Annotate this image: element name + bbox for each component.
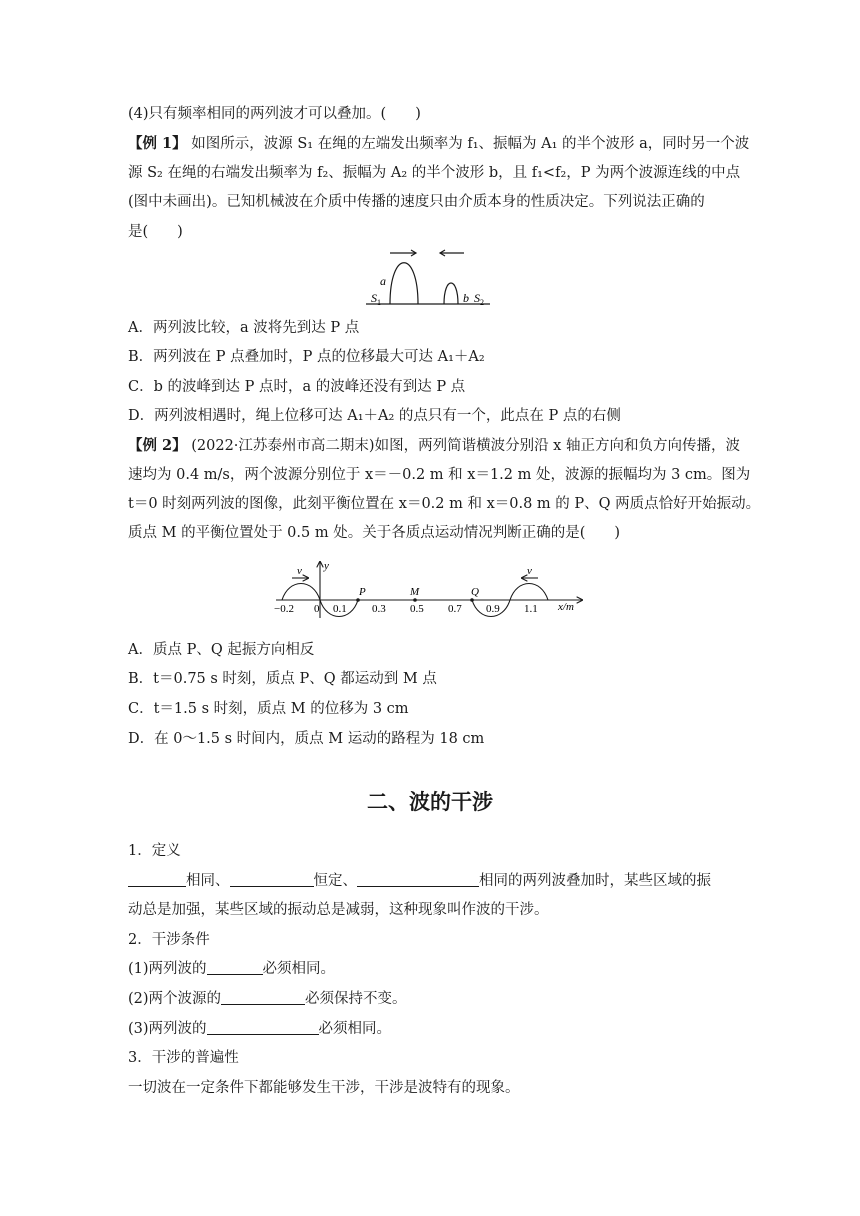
definition-heading: 1．定义 [128, 843, 181, 859]
tick-label: 0.3 [372, 603, 386, 615]
tick-label: 0.9 [486, 603, 500, 615]
question-4: (4)只有频率相同的两列波才可以叠加。( ) [128, 106, 421, 122]
tick-label: 0.7 [448, 603, 462, 615]
example1-line4: 是( ) [128, 224, 183, 240]
example2-option-c: C．t＝1.5 s 时刻，质点 M 的位移为 3 cm [128, 701, 409, 717]
example2-line3: t＝0 时刻两列波的图像，此刻平衡位置在 x＝0.2 m 和 x＝0.8 m 的 P、Q 两质点恰好开始振动。 [128, 496, 761, 512]
example1-text1: 如图所示，波源 S₁ 在绳的左端发出频率为 f₁、振幅为 A₁ 的半个波形 a，同时另一个波 [191, 136, 750, 152]
condition-1 [128, 959, 335, 979]
x-axis-label: x/m [558, 601, 574, 613]
universality-text: 一切波在一定条件下都能够发生干涉，干涉是波特有的现象。 [128, 1080, 520, 1096]
label-a: a [380, 274, 386, 288]
example2-line4: 质点 M 的平衡位置处于 0.5 m 处。关于各质点运动情况判断正确的是( ) [128, 525, 621, 541]
example1-option-d: D．两列波相遇时，绳上位移可达 A₁＋A₂ 的点只有一个，此点在 P 点的右侧 [128, 408, 621, 424]
definition-line1 [128, 871, 711, 891]
condition-2-end: 必须保持不变。 [305, 991, 407, 1007]
tick-label: 0.5 [410, 603, 424, 615]
blank-2[interactable] [230, 872, 314, 887]
velocity-label-left: v [297, 565, 302, 577]
y-axis-label: y [324, 560, 329, 572]
example1-line3: (图中未画出)。已知机械波在介质中传播的速度只由介质本身的性质决定。下列说法正确的 [128, 194, 705, 210]
tick-label: 0.1 [333, 603, 347, 615]
point-q [470, 598, 474, 602]
point-m [413, 598, 417, 602]
example1-tag: 【例 1】 [128, 135, 187, 152]
definition-text1: 相同、 [186, 873, 230, 889]
label-s1: $S_1$ [371, 291, 381, 307]
blank-5[interactable] [221, 990, 305, 1005]
example2-option-d: D．在 0～1.5 s 时间内，质点 M 运动的路程为 18 cm [128, 731, 485, 747]
condition-3-text: (3)两列波的 [128, 1021, 207, 1037]
wave-b [444, 283, 458, 304]
example2-text1: (2022·江苏泰州市高二期末)如图，两列简谐横波分别沿 x 轴正方向和负方向传播，波 [191, 438, 740, 454]
section-title: 二、波的干涉 [367, 790, 493, 814]
example1-option-b: B．两列波在 P 点叠加时，P 点的位移最大可达 A₁＋A₂ [128, 349, 485, 365]
label-s2: $S_2$ [474, 291, 484, 307]
condition-heading: 2．干涉条件 [128, 932, 210, 948]
definition-text2: 恒定、 [313, 873, 357, 889]
definition-text3: 相同的两列波叠加时，某些区域的振 [479, 873, 711, 889]
label-b: b [463, 291, 469, 305]
condition-1-end: 必须相同。 [262, 961, 336, 977]
tick-label: 1.1 [524, 603, 538, 615]
example1-option-c: C．b 的波峰到达 P 点时，a 的波峰还没有到达 P 点 [128, 379, 466, 395]
label-q: Q [471, 586, 479, 598]
label-m: M [410, 586, 420, 598]
example1-line1 [128, 134, 749, 154]
condition-1-text: (1)两列波的 [128, 961, 207, 977]
label-p: P [359, 586, 366, 598]
tick-label: 0 [314, 603, 320, 615]
tick-label: −0.2 [274, 603, 294, 615]
example2-tag: 【例 2】 [128, 437, 187, 454]
example2-option-b: B．t＝0.75 s 时刻，质点 P、Q 都运动到 M 点 [128, 671, 437, 687]
condition-3-end: 必须相同。 [318, 1021, 392, 1037]
blank-6[interactable] [207, 1020, 319, 1035]
blank-1[interactable] [128, 872, 186, 887]
example2-option-a: A．质点 P、Q 起振方向相反 [128, 642, 315, 658]
blank-3[interactable] [357, 872, 479, 887]
point-p [356, 598, 360, 602]
wave-graph-figure [262, 558, 602, 622]
example2-line2: 速均为 0.4 m/s，两个波源分别位于 x＝－0.2 m 和 x＝1.2 m 处，波源的振幅均为 3 cm。图为 [128, 467, 751, 483]
rope-wave-figure [360, 244, 500, 312]
blank-4[interactable] [207, 960, 263, 975]
wave-a [390, 263, 418, 304]
condition-2 [128, 989, 407, 1009]
example1-option-a: A．两列波比较，a 波将先到达 P 点 [128, 320, 360, 336]
example1-line2: 源 S₂ 在绳的右端发出频率为 f₂、振幅为 A₂ 的半个波形 b，且 f₁<f₂，P 为两个波源连线的中点 [128, 165, 741, 181]
example2-line1 [128, 436, 740, 456]
condition-2-text: (2)两个波源的 [128, 991, 222, 1007]
definition-line2: 动总是加强，某些区域的振动总是减弱，这种现象叫作波的干涉。 [128, 902, 549, 918]
velocity-label-right: v [527, 565, 532, 577]
condition-3 [128, 1019, 391, 1039]
universality-heading: 3．干涉的普遍性 [128, 1050, 239, 1066]
